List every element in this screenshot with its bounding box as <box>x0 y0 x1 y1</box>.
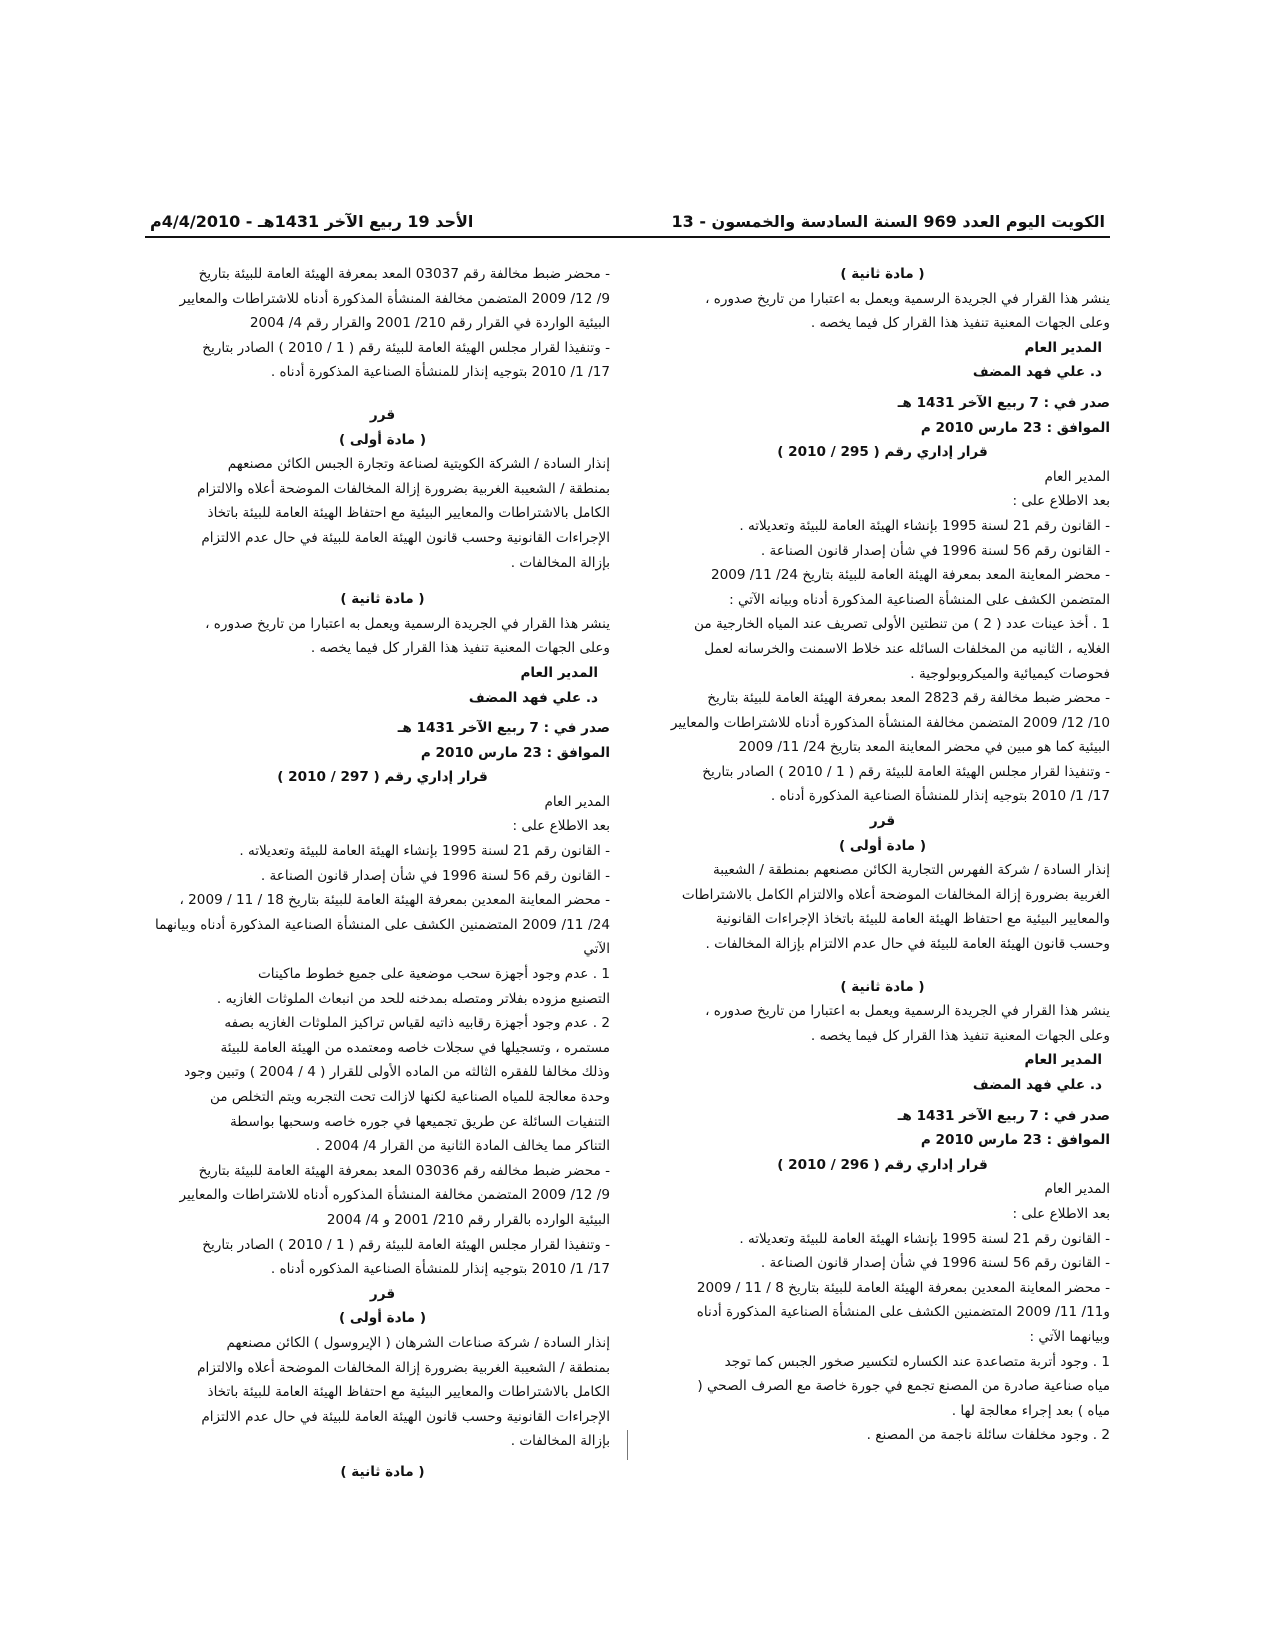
text-line: 24/ 11/ 2009 المتضمنين الكشف على المنشأة الصناعية المذكورة أدناه وبيانهما الآتي <box>155 916 610 958</box>
text-line: الإجراءات القانونية وحسب قانون الهيئة العامة للبيئة في حال عدم الالتزام <box>201 529 610 546</box>
text-line: المدير العام <box>520 664 598 681</box>
text-line: - محضر ضبط مخالفة رقم 2823 المعد بمعرفة الهيئة العامة للبيئة بتاريخ <box>707 690 1110 707</box>
header-rule <box>145 236 1110 238</box>
text-line: وحسب قانون الهيئة العامة للبيئة في حال عدم الالتزام بإزالة المخالفات . <box>705 936 1110 953</box>
text-line: - القانون رقم 21 لسنة 1995 بإنشاء الهيئة العامة للبيئة وتعديلاته . <box>739 1230 1110 1247</box>
text-line: ( مادة ثانية ) <box>840 266 925 282</box>
text-line: 2 . عدم وجود أجهزة رقابيه ذاتيه لقياس تراكيز الملوثات الغازيه بصفه <box>224 1015 610 1032</box>
text-line: قرر <box>369 1285 396 1302</box>
left-column <box>155 262 610 1485</box>
text-line: وعلى الجهات المعنية تنفيذ هذا القرار كل فيما يخصه . <box>810 1027 1110 1044</box>
text-line: 17/ 1/ 2010 بتوجيه إنذار للمنشأة الصناعية المذكوره أدناه . <box>270 1261 610 1278</box>
text-line: - وتنفيذا لقرار مجلس الهيئة العامة للبيئة رقم ( 1 / 2010 ) الصادر بتاريخ <box>702 763 1110 780</box>
text-line: - القانون رقم 21 لسنة 1995 بإنشاء الهيئة العامة للبيئة وتعديلاته . <box>739 517 1110 534</box>
text-line: وذلك مخالفا للفقره الثالثه من الماده الأولى للقرار ( 4 / 2004 ) وتبين وجود <box>184 1064 610 1081</box>
text-line: 17/ 1/ 2010 بتوجيه إنذار للمنشأة الصناعية المذكورة أدناه . <box>770 788 1110 805</box>
text-line: إنذار السادة / شركة الفهرس التجارية الكائن مصنعهم بمنطقة / الشعيبة <box>712 862 1110 879</box>
text-line: الكامل بالاشتراطات والمعايير البيئية مع احتفاظ الهيئة العامة للبيئة باتخاذ <box>207 1384 610 1401</box>
text-line: قرر <box>869 813 896 830</box>
text-line: - القانون رقم 56 لسنة 1996 في شأن إصدار قانون الصناعة . <box>760 1255 1110 1272</box>
text-line: 10/ 12/ 2009 المتضمن مخالفة المنشأة المذكورة أدناه للاشتراطات والمعايير <box>670 714 1110 731</box>
text-line: صدر في : 7 ربيع الآخر 1431 هـ <box>897 394 1110 411</box>
text-line: بعد الاطلاع على : <box>512 818 610 835</box>
text-line: وعلى الجهات المعنية تنفيذ هذا القرار كل فيما يخصه . <box>810 315 1110 332</box>
text-line: قرر <box>369 406 396 423</box>
text-line: - وتنفيذا لقرار مجلس الهيئة العامة للبيئة رقم ( 1 / 2010 ) الصادر بتاريخ <box>202 1236 610 1253</box>
text-line: مياه ) بعد إجراء معالجة لها . <box>951 1402 1110 1419</box>
text-line: والمعايير البيئية مع احتفاظ الهيئة العامة للبيئة باتخاذ الإجراءات القانونية <box>715 911 1110 928</box>
text-line: - محضر ضبط مخالفة رقم 03037 المعد بمعرفة الهيئة العامة للبيئة بتاريخ <box>198 266 610 282</box>
text-line: الغربية بضرورة إزالة المخالفات الموضحة أعلاه والالتزام الكامل بالاشتراطات <box>681 886 1110 903</box>
text-line: ( مادة أولى ) <box>838 837 927 854</box>
text-line: الموافق : 23 مارس 2010 م <box>920 419 1110 436</box>
text-line: - محضر المعاينة المعدين بمعرفة الهيئة العامة للبيئة بتاريخ 18 / 11 / 2009 ، <box>179 892 610 909</box>
text-line: بمنطقة / الشعيبة الغربية بضرورة إزالة المخالفات الموضحة أعلاه والالتزام <box>197 480 610 497</box>
text-line: البيئية كما هو مبين في محضر المعاينة المعد بتاريخ 24/ 11/ 2009 <box>738 739 1110 756</box>
text-line: و11/ 11/ 2009 المتضمنين الكشف على المنشأة الصناعية المذكورة أدناه <box>696 1304 1110 1321</box>
text-line: 1 . وجود أتربة متصاعدة عند الكساره لتكسير صخور الجبس كما توجد <box>724 1353 1110 1370</box>
text-line: - محضر المعاينة المعدين بمعرفة الهيئة العامة للبيئة بتاريخ 8 / 11 / 2009 <box>696 1279 1110 1296</box>
text-line: ( مادة أولى ) <box>338 431 427 448</box>
text-line: - القانون رقم 21 لسنة 1995 بإنشاء الهيئة العامة للبيئة وتعديلاته . <box>239 843 610 860</box>
text-line: التناكر مما يخالف المادة الثانية من القرار 4/ 2004 . <box>315 1138 610 1155</box>
text-line: فحوصات كيميائية والميكروبولوجية . <box>910 665 1110 682</box>
text-line: ينشر هذا القرار في الجريدة الرسمية ويعمل به اعتبارا من تاريخ صدوره ، <box>705 1003 1110 1020</box>
scan-mark <box>627 1430 628 1460</box>
text-line: إنذار السادة / شركة صناعات الشرهان ( الإيروسول ) الكائن مصنعهم <box>226 1334 610 1351</box>
text-line: الكامل بالاشتراطات والمعايير البيئية مع احتفاظ الهيئة العامة للبيئة باتخاذ <box>207 505 610 522</box>
header-date: الأحد 19 ربيع الآخر 1431هـ - 4/4/2010م <box>150 211 474 231</box>
text-line: الموافق : 23 مارس 2010 م <box>920 1132 1110 1149</box>
text-line: بمنطقة / الشعيبة الغربية بضرورة إزالة المخالفات الموضحة أعلاه والالتزام <box>197 1359 610 1376</box>
text-line: الإجراءات القانونية وحسب قانون الهيئة العامة للبيئة في حال عدم الالتزام <box>201 1408 610 1425</box>
text-line: المدير العام <box>1044 468 1110 485</box>
text-line: بإزالة المخالفات . <box>510 1433 610 1450</box>
text-line: صدر في : 7 ربيع الآخر 1431 هـ <box>897 1107 1110 1124</box>
text-line: د. علي فهد المضف <box>972 364 1102 381</box>
text-line: التصنيع مزوده بفلاتر ومتصله بمدخنه للحد من انبعاث الملوثات الغازيه . <box>216 990 610 1007</box>
text-line: بعد الاطلاع على : <box>1012 493 1110 510</box>
text-line: - القانون رقم 56 لسنة 1996 في شأن إصدار قانون الصناعة . <box>760 542 1110 559</box>
text-line: ( مادة ثانية ) <box>340 591 425 608</box>
text-line: 1 . عدم وجود أجهزة سحب موضعية على جميع خطوط ماكينات <box>258 966 610 983</box>
text-line: المدير العام <box>1044 1181 1110 1198</box>
text-line: ( مادة أولى ) <box>338 1310 427 1327</box>
text-line: - القانون رقم 56 لسنة 1996 في شأن إصدار قانون الصناعة . <box>260 867 610 884</box>
text-line: المدير العام <box>544 793 610 810</box>
text-line: صدر في : 7 ربيع الآخر 1431 هـ <box>397 720 610 737</box>
text-line: البيئية الوارده بالقرار رقم 210/ 2001 و 4/ 2004 <box>326 1211 610 1228</box>
text-line: - وتنفيذا لقرار مجلس الهيئة العامة للبيئة رقم ( 1 / 2010 ) الصادر بتاريخ <box>202 339 610 356</box>
text-line: مياه صناعية صادرة من المصنع تجمع في جورة خاصة مع الصرف الصحي ( <box>697 1378 1110 1395</box>
spacer <box>155 385 610 403</box>
text-line: 9/ 12/ 2009 المتضمن مخالفة المنشأة المذكورة أدناه للاشتراطات والمعايير <box>179 290 610 307</box>
text-line: البيئية الواردة في القرار رقم 210/ 2001 والقرار رقم 4/ 2004 <box>249 315 610 332</box>
text-line: د. علي فهد المضف <box>972 1077 1102 1093</box>
text-line: إنذار السادة / الشركة الكويتية لصناعة وتجارة الجبس الكائن مصنعهم <box>227 456 610 473</box>
text-line: بعد الاطلاع على : <box>1012 1205 1110 1222</box>
spacer <box>655 957 1110 975</box>
text-line: قرار إداري رقم ( 295 / 2010 ) <box>777 444 988 461</box>
text-line: بإزالة المخالفات . <box>510 554 610 571</box>
text-line: - محضر ضبط مخالفه رقم 03036 المعد بمعرفة الهيئة العامة للبيئة بتاريخ <box>198 1162 610 1179</box>
text-line: 1 . أخذ عينات عدد ( 2 ) من تنطتين الأولى تصريف عند المياه الخارجية من <box>694 616 1110 633</box>
text-line: المدير العام <box>1024 1052 1102 1069</box>
text-line: ( مادة ثانية ) <box>340 1463 425 1480</box>
text-line: ينشر هذا القرار في الجريدة الرسمية ويعمل به اعتبارا من تاريخ صدوره ، <box>705 290 1110 307</box>
text-line: 17/ 1/ 2010 بتوجيه إنذار للمنشأة الصناعية المذكورة أدناه . <box>270 364 610 381</box>
text-line: ( مادة ثانية ) <box>840 978 925 995</box>
spacer <box>155 575 610 587</box>
text-line: وبيانهما الآتي : <box>1029 1328 1110 1345</box>
text-line: قرار إداري رقم ( 297 / 2010 ) <box>277 769 488 786</box>
text-line: وحدة معالجة للمياه الصناعية لكنها لازالت تحت التجربه ويتم التخلص من <box>209 1089 610 1105</box>
text-line: ينشر هذا القرار في الجريدة الرسمية ويعمل به اعتبارا من تاريخ صدوره ، <box>205 615 610 632</box>
text-line: الغلايه ، الثانيه من المخلفات السائله عند خلاط الاسمنت والخرسانه لعمل <box>704 640 1110 657</box>
text-line: 9/ 12/ 2009 المتضمن مخالفة المنشأة المذكوره أدناه للاشتراطات والمعايير <box>179 1187 610 1204</box>
text-line: مستمره ، وتسجيلها في سجلات خاصه ومعتمده من الهيئة العامة للبيئة <box>220 1039 610 1056</box>
text-line: 2 . وجود مخلفات سائلة ناجمة من المصنع . <box>866 1427 1110 1444</box>
text-line: قرار إداري رقم ( 296 / 2010 ) <box>777 1156 988 1173</box>
text-line: وعلى الجهات المعنية تنفيذ هذا القرار كل فيما يخصه . <box>310 640 610 657</box>
right-column <box>655 262 1110 1448</box>
text-line: المتضمن الكشف على المنشأة الصناعية المذكورة أدناه وبيانه الآتي : <box>729 591 1110 608</box>
text-line: المدير العام <box>1024 339 1102 356</box>
header-publication-info: الكويت اليوم العدد 969 السنة السادسة والخمسون - 13 <box>671 211 1105 231</box>
page-header <box>150 208 1105 234</box>
text-line: الموافق : 23 مارس 2010 م <box>420 744 610 761</box>
text-line: د. علي فهد المضف <box>468 689 598 706</box>
text-line: - محضر المعاينة المعد بمعرفة الهيئة العامة للبيئة بتاريخ 24/ 11/ 2009 <box>710 567 1110 584</box>
text-line: التنفيات السائلة عن طريق تجميعها في جوره خاصه وسحبها بواسطة <box>229 1113 610 1130</box>
